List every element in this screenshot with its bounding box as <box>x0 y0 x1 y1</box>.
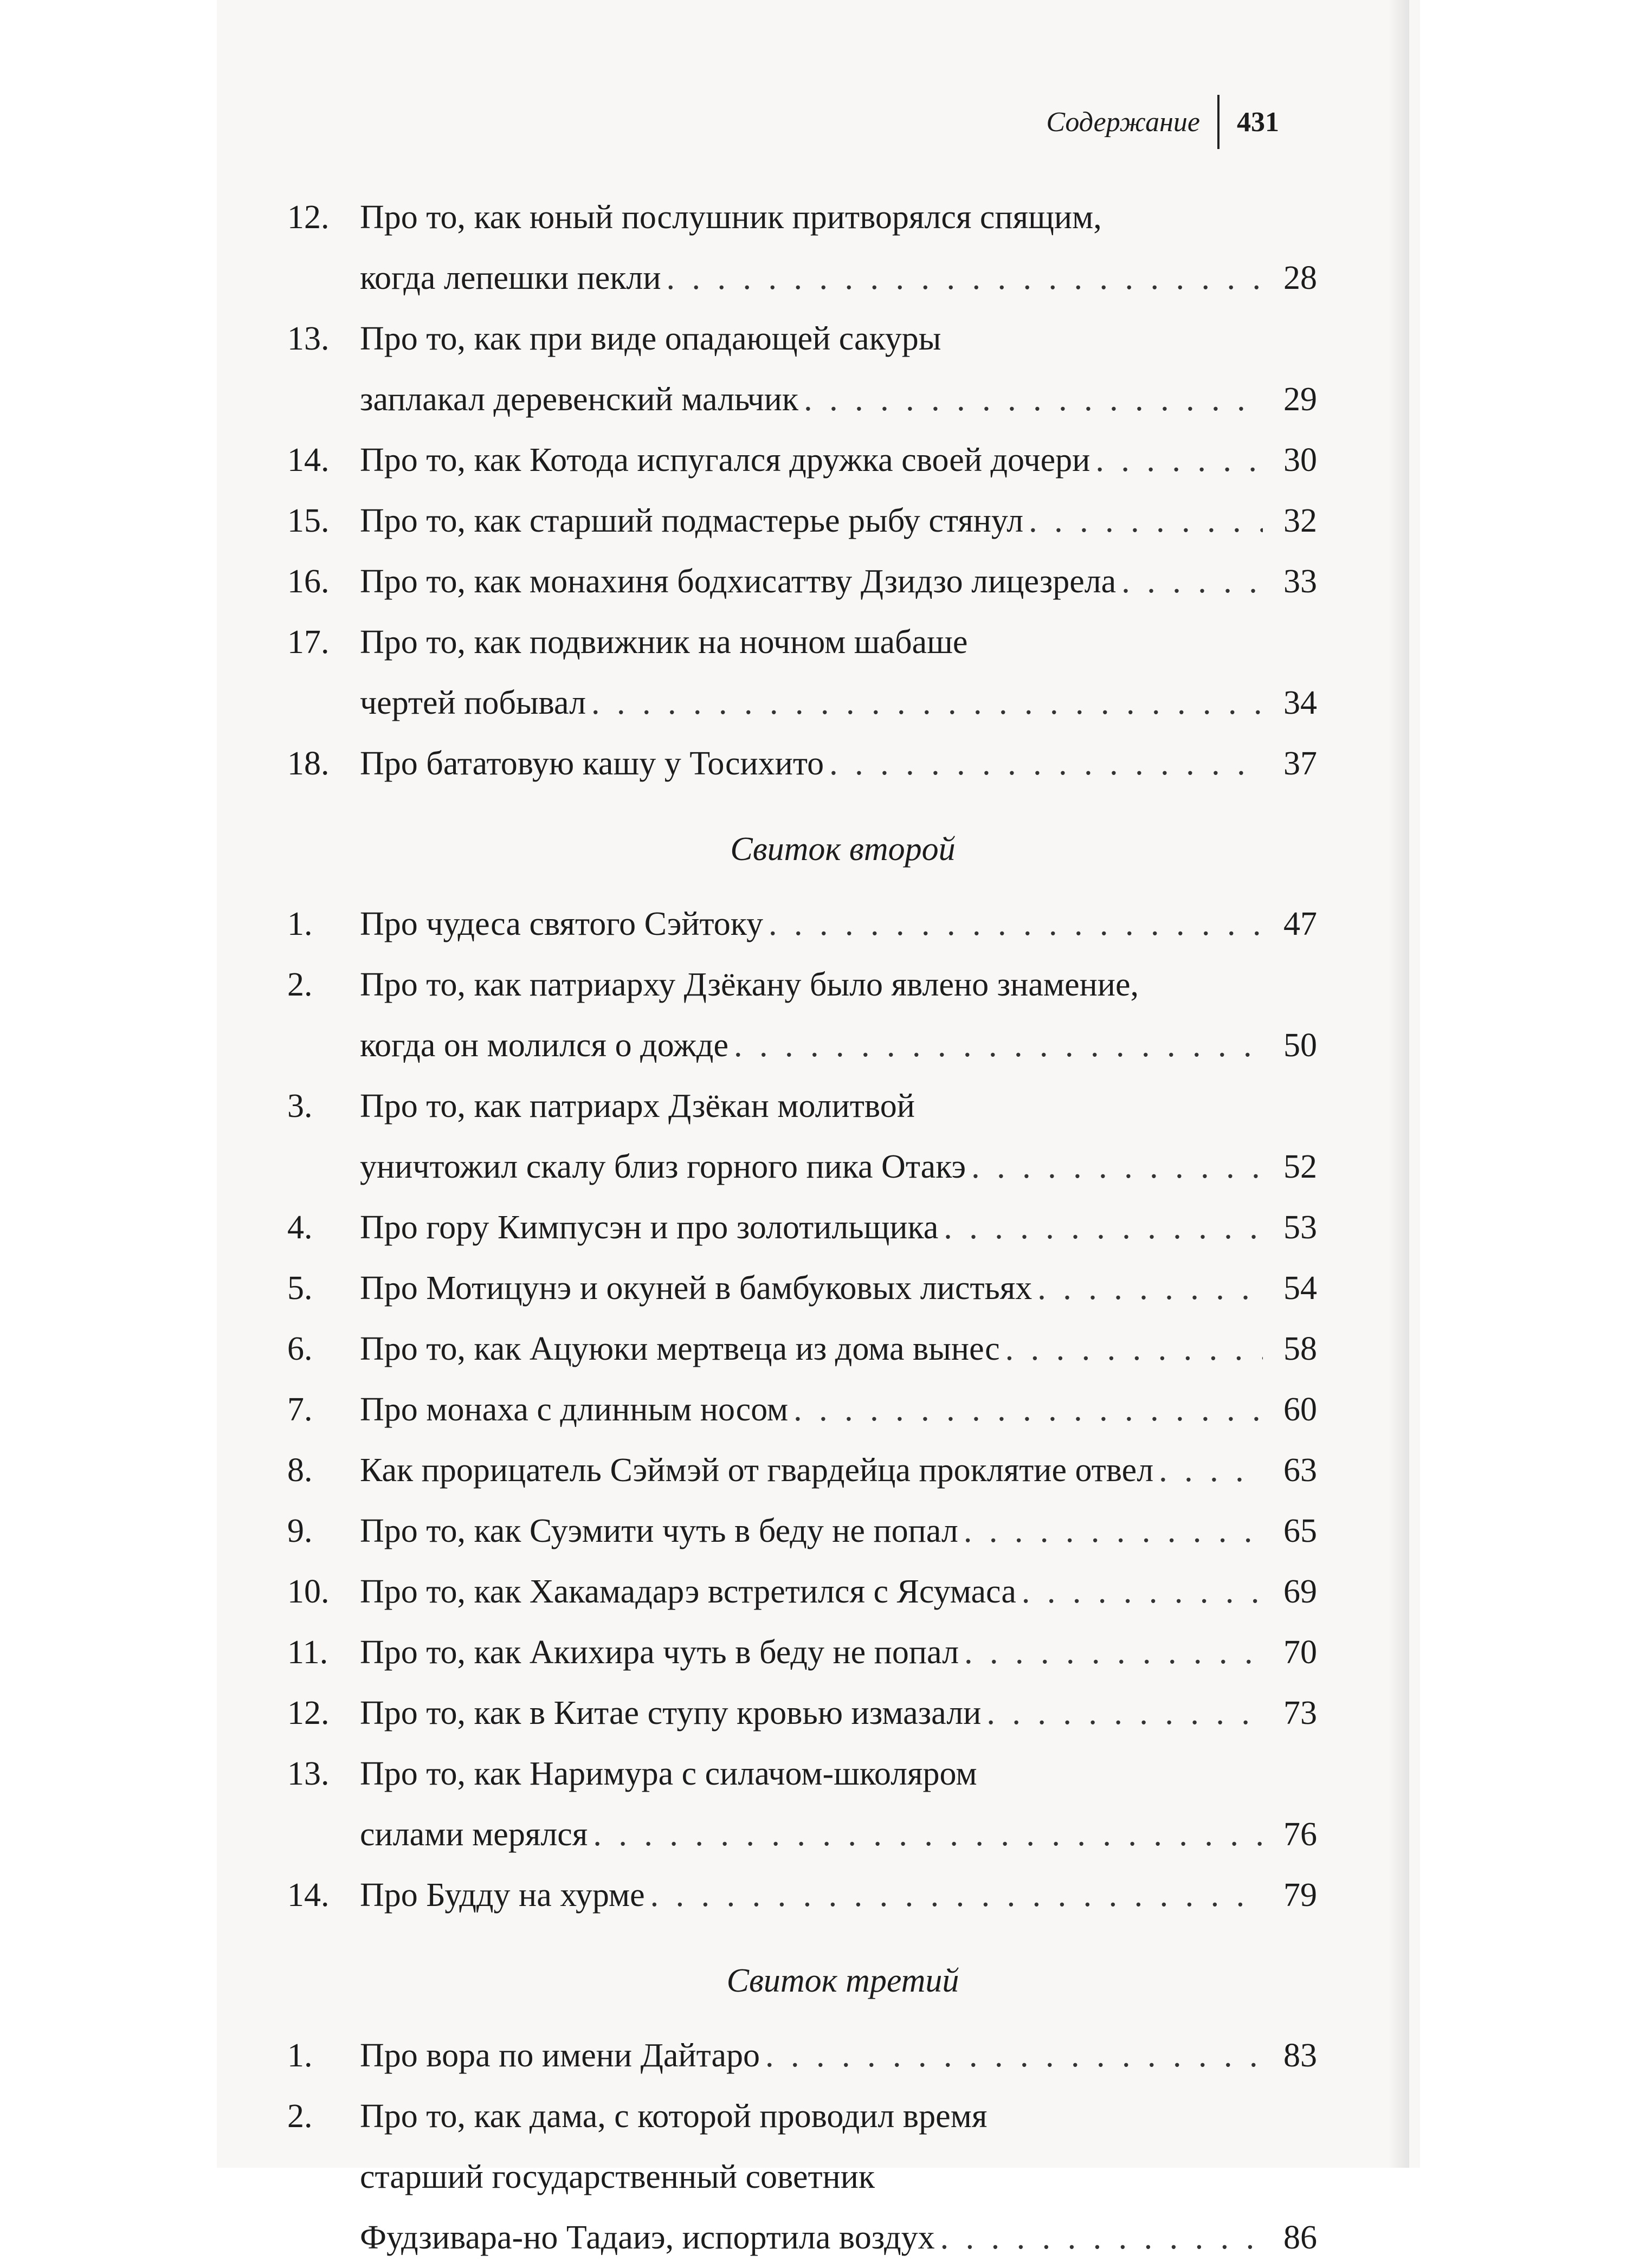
toc-entry-line <box>287 612 1317 673</box>
toc-entry-line <box>287 369 1317 430</box>
entry-page-number: 54 <box>1283 1270 1317 1307</box>
toc-entry-line <box>287 1622 1317 1683</box>
toc-entry[interactable] <box>287 954 1317 1076</box>
entry-title: заплакал деревенский мальчик <box>360 381 799 418</box>
dot-leader <box>591 673 1263 733</box>
dot-leader <box>769 894 1263 954</box>
entry-number: 14. <box>287 1877 330 1914</box>
dot-leader <box>793 1379 1263 1440</box>
toc-entry[interactable] <box>287 551 1317 612</box>
entry-title: Про то, как Котода испугался дружка своей дочери <box>360 442 1091 479</box>
entry-title: Про то, как Акихира чуть в беду не попал <box>360 1634 959 1671</box>
entry-title: Про то, как дама, с которой проводил время <box>360 2098 988 2135</box>
dot-leader <box>734 1015 1263 1076</box>
dot-leader <box>1159 1440 1263 1501</box>
dot-leader <box>1029 490 1263 551</box>
entry-page-number: 63 <box>1283 1452 1317 1489</box>
toc-entry-line <box>287 1076 1317 1136</box>
toc-entry[interactable] <box>287 1501 1317 1561</box>
dot-leader <box>650 1865 1263 1925</box>
toc-entry[interactable] <box>287 2025 1317 2086</box>
entry-title: Про то, как старший подмастерье рыбу стянул <box>360 502 1024 539</box>
entry-page-number: 30 <box>1283 442 1317 479</box>
toc-entry[interactable] <box>287 490 1317 551</box>
toc-entry-line <box>287 308 1317 369</box>
entry-number: 2. <box>287 2098 313 2135</box>
entry-page-number: 73 <box>1283 1695 1317 1731</box>
dot-leader <box>986 1683 1263 1743</box>
entry-page-number: 86 <box>1283 2219 1317 2256</box>
entry-title: Про Будду на хурме <box>360 1877 645 1914</box>
toc-entry-line <box>287 673 1317 733</box>
dot-leader <box>593 1804 1263 1865</box>
entry-title: Про монаха с длинным носом <box>360 1391 789 1428</box>
toc-entry-line <box>287 1561 1317 1622</box>
entry-title: Про то, как подвижник на ночном шабаше <box>360 624 968 661</box>
entry-number: 13. <box>287 320 330 357</box>
toc-entry[interactable] <box>287 1865 1317 1925</box>
entry-page-number: 70 <box>1283 1634 1317 1671</box>
entry-page-number: 29 <box>1283 381 1317 418</box>
toc-entry-line <box>287 187 1317 248</box>
toc-entry[interactable] <box>287 1440 1317 1501</box>
entry-number: 7. <box>287 1391 313 1428</box>
running-head-separator <box>1217 95 1220 149</box>
toc-entry[interactable] <box>287 733 1317 794</box>
dot-leader <box>1005 1319 1263 1379</box>
entry-title: Про то, как Наримура с силачом-школяром <box>360 1755 977 1792</box>
entry-page-number: 79 <box>1283 1877 1317 1914</box>
toc-entry-line <box>287 1197 1317 1258</box>
toc-entry[interactable] <box>287 1743 1317 1865</box>
toc-entry-line <box>287 2147 1317 2207</box>
entry-title: Про то, как Суэмити чуть в беду не попал <box>360 1513 958 1549</box>
toc-entry-line <box>287 1865 1317 1925</box>
entry-page-number: 58 <box>1283 1330 1317 1367</box>
entry-title: Про то, как патриарх Дзёкан молитвой <box>360 1088 915 1125</box>
dot-leader <box>944 1197 1263 1258</box>
toc-entry[interactable] <box>287 1319 1317 1379</box>
entry-number: 3. <box>287 1088 313 1125</box>
dot-leader <box>804 369 1263 430</box>
entry-number: 15. <box>287 502 330 539</box>
toc-entry-line <box>287 1379 1317 1440</box>
toc-entry-line <box>287 551 1317 612</box>
entry-page-number: 47 <box>1283 906 1317 942</box>
entry-number: 5. <box>287 1270 313 1307</box>
toc-entry-line <box>287 1743 1317 1804</box>
entry-number: 18. <box>287 745 330 782</box>
entry-page-number: 28 <box>1283 260 1317 296</box>
toc-entry-line <box>287 733 1317 794</box>
entry-number: 12. <box>287 1695 330 1731</box>
dot-leader <box>964 1501 1263 1561</box>
entry-title: Про то, как патриарху Дзёкану было явлено знамение, <box>360 966 1139 1003</box>
entry-title: уничтожил скалу близ горного пика Отакэ <box>360 1148 966 1185</box>
toc-entry-line <box>287 2086 1317 2147</box>
entry-number: 6. <box>287 1330 313 1367</box>
toc-entry[interactable] <box>287 1561 1317 1622</box>
entry-title: Про вора по имени Дайтаро <box>360 2037 760 2074</box>
dot-leader <box>829 733 1263 794</box>
running-head <box>1046 95 1279 149</box>
entry-title: силами мерялся <box>360 1816 588 1853</box>
section-heading: Свиток третий <box>726 1962 959 1999</box>
entry-number: 10. <box>287 1573 330 1610</box>
entry-page-number: 34 <box>1283 684 1317 721</box>
dot-leader <box>1022 1561 1263 1622</box>
entry-number: 9. <box>287 1513 313 1549</box>
toc-entry-line <box>287 1136 1317 1197</box>
toc-entry[interactable] <box>287 894 1317 954</box>
dot-leader <box>765 2025 1263 2086</box>
running-head-title: Содержание <box>1046 106 1200 138</box>
dot-leader <box>971 1136 1263 1197</box>
entry-number: 16. <box>287 563 330 600</box>
entry-number: 1. <box>287 2037 313 2074</box>
entry-title: Про то, как Ацуюки мертвеца из дома вынес <box>360 1330 1000 1367</box>
toc-entry-line <box>287 1258 1317 1319</box>
toc-entry-line <box>287 248 1317 308</box>
toc-entry[interactable] <box>287 1258 1317 1319</box>
toc-entry-line <box>287 1440 1317 1501</box>
toc-entry-line <box>287 894 1317 954</box>
entry-number: 12. <box>287 199 330 236</box>
entry-title: Про то, как Хакамадарэ встретился с Ясумаса <box>360 1573 1016 1610</box>
entry-number: 13. <box>287 1755 330 1792</box>
toc-entry-line <box>287 430 1317 490</box>
entry-page-number: 33 <box>1283 563 1317 600</box>
toc-entry-line <box>287 2207 1317 2268</box>
entry-page-number: 53 <box>1283 1209 1317 1246</box>
entry-number: 11. <box>287 1634 328 1671</box>
entry-number: 8. <box>287 1452 313 1489</box>
toc-entry[interactable] <box>287 1076 1317 1197</box>
entry-page-number: 37 <box>1283 745 1317 782</box>
entry-title: чертей побывал <box>360 684 586 721</box>
entry-number: 14. <box>287 442 330 479</box>
toc-entry-line <box>287 1319 1317 1379</box>
entry-page-number: 65 <box>1283 1513 1317 1549</box>
entry-title: старший государственный советник <box>360 2159 875 2195</box>
toc-entry[interactable] <box>287 187 1317 308</box>
entry-title: Фудзивара-но Тадаиэ, испортила воздух <box>360 2219 935 2256</box>
entry-number: 4. <box>287 1209 313 1246</box>
section-heading: Свиток второй <box>730 831 956 868</box>
toc-entry[interactable] <box>287 1379 1317 1440</box>
page-number: 431 <box>1237 106 1279 138</box>
toc-entry-line <box>287 1683 1317 1743</box>
toc-entry-line <box>287 1015 1317 1076</box>
entry-number: 2. <box>287 966 313 1003</box>
toc-entry-line <box>287 1804 1317 1865</box>
toc-entry[interactable] <box>287 1197 1317 1258</box>
entry-title: Про Мотицунэ и окуней в бамбуковых листьях <box>360 1270 1033 1307</box>
entry-title: Про бататовую кашу у Тосихито <box>360 745 824 782</box>
entry-title: Как прорицатель Сэймэй от гвардейца проклятие отвел <box>360 1452 1154 1489</box>
entry-page-number: 76 <box>1283 1816 1317 1853</box>
toc-entry[interactable] <box>287 430 1317 490</box>
entry-title: Про то, как юный послушник притворялся спящим, <box>360 199 1102 236</box>
entry-title: Про то, как монахиня бодхисаттву Дзидзо лицезрела <box>360 563 1117 600</box>
spine-shadow <box>1388 0 1409 2168</box>
entry-page-number: 50 <box>1283 1027 1317 1064</box>
entry-number: 17. <box>287 624 330 661</box>
entry-title: Про то, как при виде опадающей сакуры <box>360 320 941 357</box>
entry-number: 1. <box>287 906 313 942</box>
dot-leader <box>1037 1258 1263 1319</box>
entry-page-number: 32 <box>1283 502 1317 539</box>
entry-title: Про гору Кимпусэн и про золотильщика <box>360 1209 939 1246</box>
dot-leader <box>940 2207 1263 2268</box>
entry-title: Про чудеса святого Сэйтоку <box>360 906 764 942</box>
toc-entry[interactable] <box>287 308 1317 430</box>
toc-entry[interactable] <box>287 1683 1317 1743</box>
entry-page-number: 60 <box>1283 1391 1317 1428</box>
dot-leader <box>964 1622 1263 1683</box>
toc-entry-line <box>287 1501 1317 1561</box>
toc-entry[interactable] <box>287 1622 1317 1683</box>
entry-title: когда лепешки пекли <box>360 260 661 296</box>
table-of-contents <box>287 187 1317 2268</box>
dot-leader <box>1095 430 1263 490</box>
entry-page-number: 69 <box>1283 1573 1317 1610</box>
toc-entry-line <box>287 490 1317 551</box>
dot-leader <box>1121 551 1263 612</box>
entry-page-number: 83 <box>1283 2037 1317 2074</box>
toc-entry-line <box>287 2025 1317 2086</box>
toc-entry[interactable] <box>287 612 1317 733</box>
dot-leader <box>667 248 1263 308</box>
entry-title: когда он молился о дожде <box>360 1027 728 1064</box>
toc-entry[interactable] <box>287 2086 1317 2268</box>
entry-title: Про то, как в Китае ступу кровью измазали <box>360 1695 982 1731</box>
entry-page-number: 52 <box>1283 1148 1317 1185</box>
toc-entry-line <box>287 954 1317 1015</box>
